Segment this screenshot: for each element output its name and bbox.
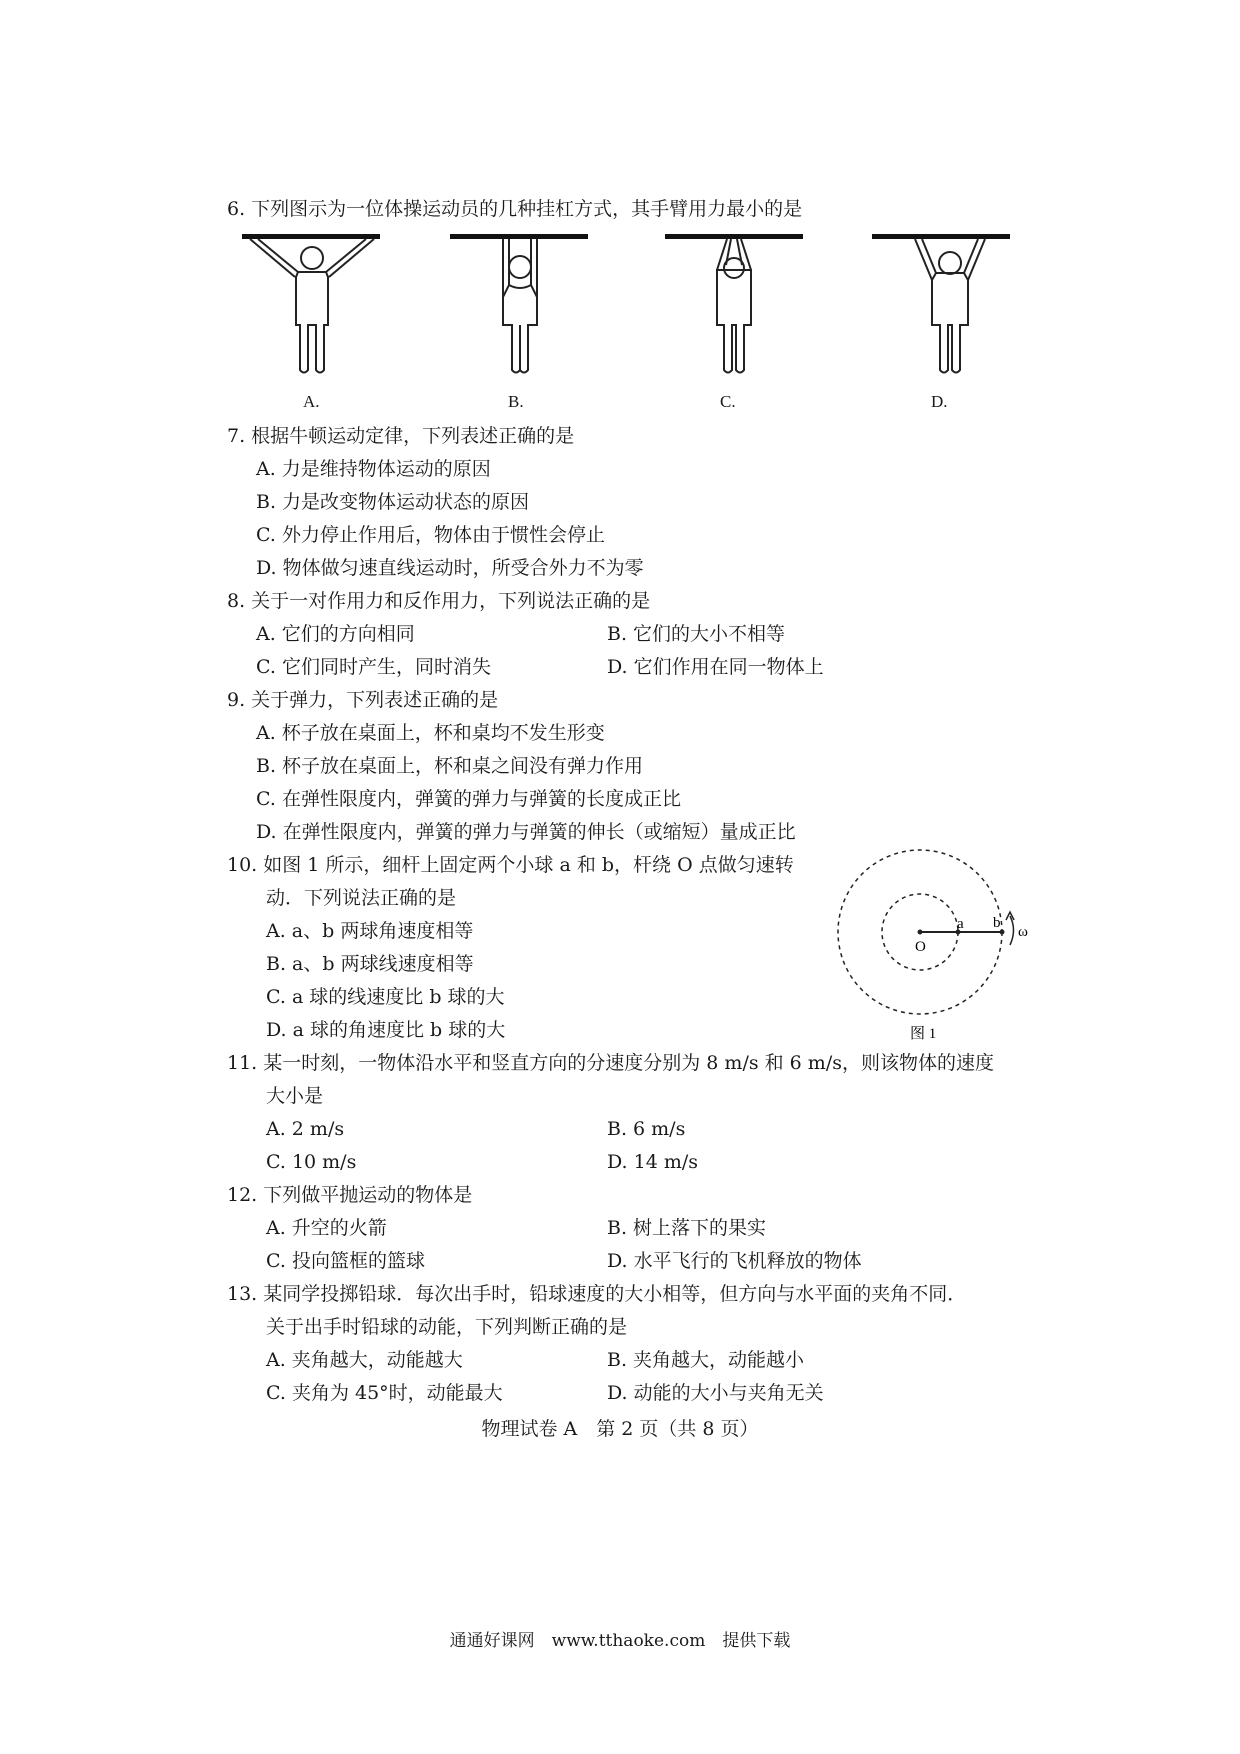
label-b: b — [993, 915, 1001, 931]
q6-label-d: D. — [931, 392, 948, 411]
q11-option-c: C. 10 m/s — [266, 1151, 357, 1173]
q8-option-c: C. 它们同时产生，同时消失 — [256, 656, 491, 678]
q11-option-b: B. 6 m/s — [607, 1118, 686, 1140]
q6-label-b: B. — [508, 392, 524, 411]
q13-option-d: D. 动能的大小与夹角无关 — [607, 1382, 824, 1404]
q12-option-d: D. 水平飞行的飞机释放的物体 — [607, 1250, 862, 1272]
q11-option-d: D. 14 m/s — [607, 1151, 699, 1173]
q11-option-a: A. 2 m/s — [266, 1118, 345, 1140]
question-12-stem: 12. 下列做平抛运动的物体是 — [227, 1184, 473, 1206]
q9-option-a: A. 杯子放在桌面上，杯和桌均不发生形变 — [256, 722, 605, 744]
gymnast-figure-b — [450, 234, 588, 373]
q12-option-a: A. 升空的火箭 — [266, 1217, 387, 1239]
q12-option-c: C. 投向篮框的篮球 — [266, 1250, 425, 1272]
question-6-stem: 6. 下列图示为一位体操运动员的几种挂杠方式，其手臂用力最小的是 — [227, 198, 803, 220]
question-13-stem-line1: 13. 某同学投掷铅球．每次出手时，铅球速度的大小相等，但方向与水平面的夹角不同． — [227, 1283, 967, 1305]
point-o — [918, 930, 923, 935]
q8-option-a: A. 它们的方向相同 — [256, 623, 415, 645]
q9-option-d: D. 在弹性限度内，弹簧的弹力与弹簧的伸长（或缩短）量成正比 — [256, 821, 796, 843]
question-13-stem-line2: 关于出手时铅球的动能，下列判断正确的是 — [266, 1316, 628, 1338]
question-10-stem-line1: 10. 如图 1 所示，细杆上固定两个小球 a 和 b，杆绕 O 点做匀速转 — [227, 854, 794, 876]
label-o: O — [915, 939, 926, 955]
q12-option-b: B. 树上落下的果实 — [607, 1217, 767, 1239]
question-9-stem: 9. 关于弹力，下列表述正确的是 — [227, 689, 499, 711]
rotation-arrow — [1010, 916, 1014, 945]
q7-option-c: C. 外力停止作用后，物体由于惯性会停止 — [256, 524, 605, 546]
q10-option-a: A. a、b 两球角速度相等 — [266, 920, 474, 942]
question-11-stem-line2: 大小是 — [266, 1085, 324, 1107]
q9-option-c: C. 在弹性限度内，弹簧的弹力与弹簧的长度成正比 — [256, 788, 681, 810]
q13-option-b: B. 夹角越大，动能越小 — [607, 1349, 805, 1371]
q7-option-b: B. 力是改变物体运动状态的原因 — [256, 491, 530, 513]
q6-label-c: C. — [720, 392, 736, 411]
q8-option-b: B. 它们的大小不相等 — [607, 623, 786, 645]
q7-option-a: A. 力是维持物体运动的原因 — [256, 458, 491, 480]
question-7-stem: 7. 根据牛顿运动定律，下列表述正确的是 — [227, 425, 575, 447]
page-footer: 物理试卷 A 第 2 页（共 8 页） — [481, 1418, 759, 1440]
q6-label-a: A. — [303, 392, 320, 411]
q10-option-c: C. a 球的线速度比 b 球的大 — [266, 986, 505, 1008]
label-omega: ω — [1018, 924, 1028, 940]
question-11-stem-line1: 11. 某一时刻，一物体沿水平和竖直方向的分速度分别为 8 m/s 和 6 m/s，则该物体的速度 — [227, 1052, 994, 1074]
question-10-stem-line2: 动．下列说法正确的是 — [266, 887, 457, 909]
q13-option-c: C. 夹角为 45°时，动能最大 — [266, 1382, 503, 1404]
question-8-stem: 8. 关于一对作用力和反作用力，下列说法正确的是 — [227, 590, 651, 612]
q10-option-b: B. a、b 两球线速度相等 — [266, 953, 474, 975]
q9-option-b: B. 杯子放在桌面上，杯和桌之间没有弹力作用 — [256, 755, 644, 777]
q13-option-a: A. 夹角越大，动能越大 — [266, 1349, 463, 1371]
q8-option-d: D. 它们作用在同一物体上 — [607, 656, 824, 678]
gymnast-figure-a — [242, 234, 380, 373]
figure-caption: 图 1 — [910, 1026, 937, 1042]
download-watermark: 通通好课网 www.tthaoke.com 提供下载 — [449, 1631, 791, 1651]
gymnast-figure-d — [872, 234, 1010, 373]
q7-option-d: D. 物体做匀速直线运动时，所受合外力不为零 — [256, 557, 644, 579]
label-a: a — [957, 916, 964, 932]
q10-option-d: D. a 球的角速度比 b 球的大 — [266, 1019, 506, 1041]
q6-figures — [0, 225, 1240, 405]
gymnast-figure-c — [665, 234, 803, 373]
q10-figure-1 — [820, 850, 1040, 1042]
